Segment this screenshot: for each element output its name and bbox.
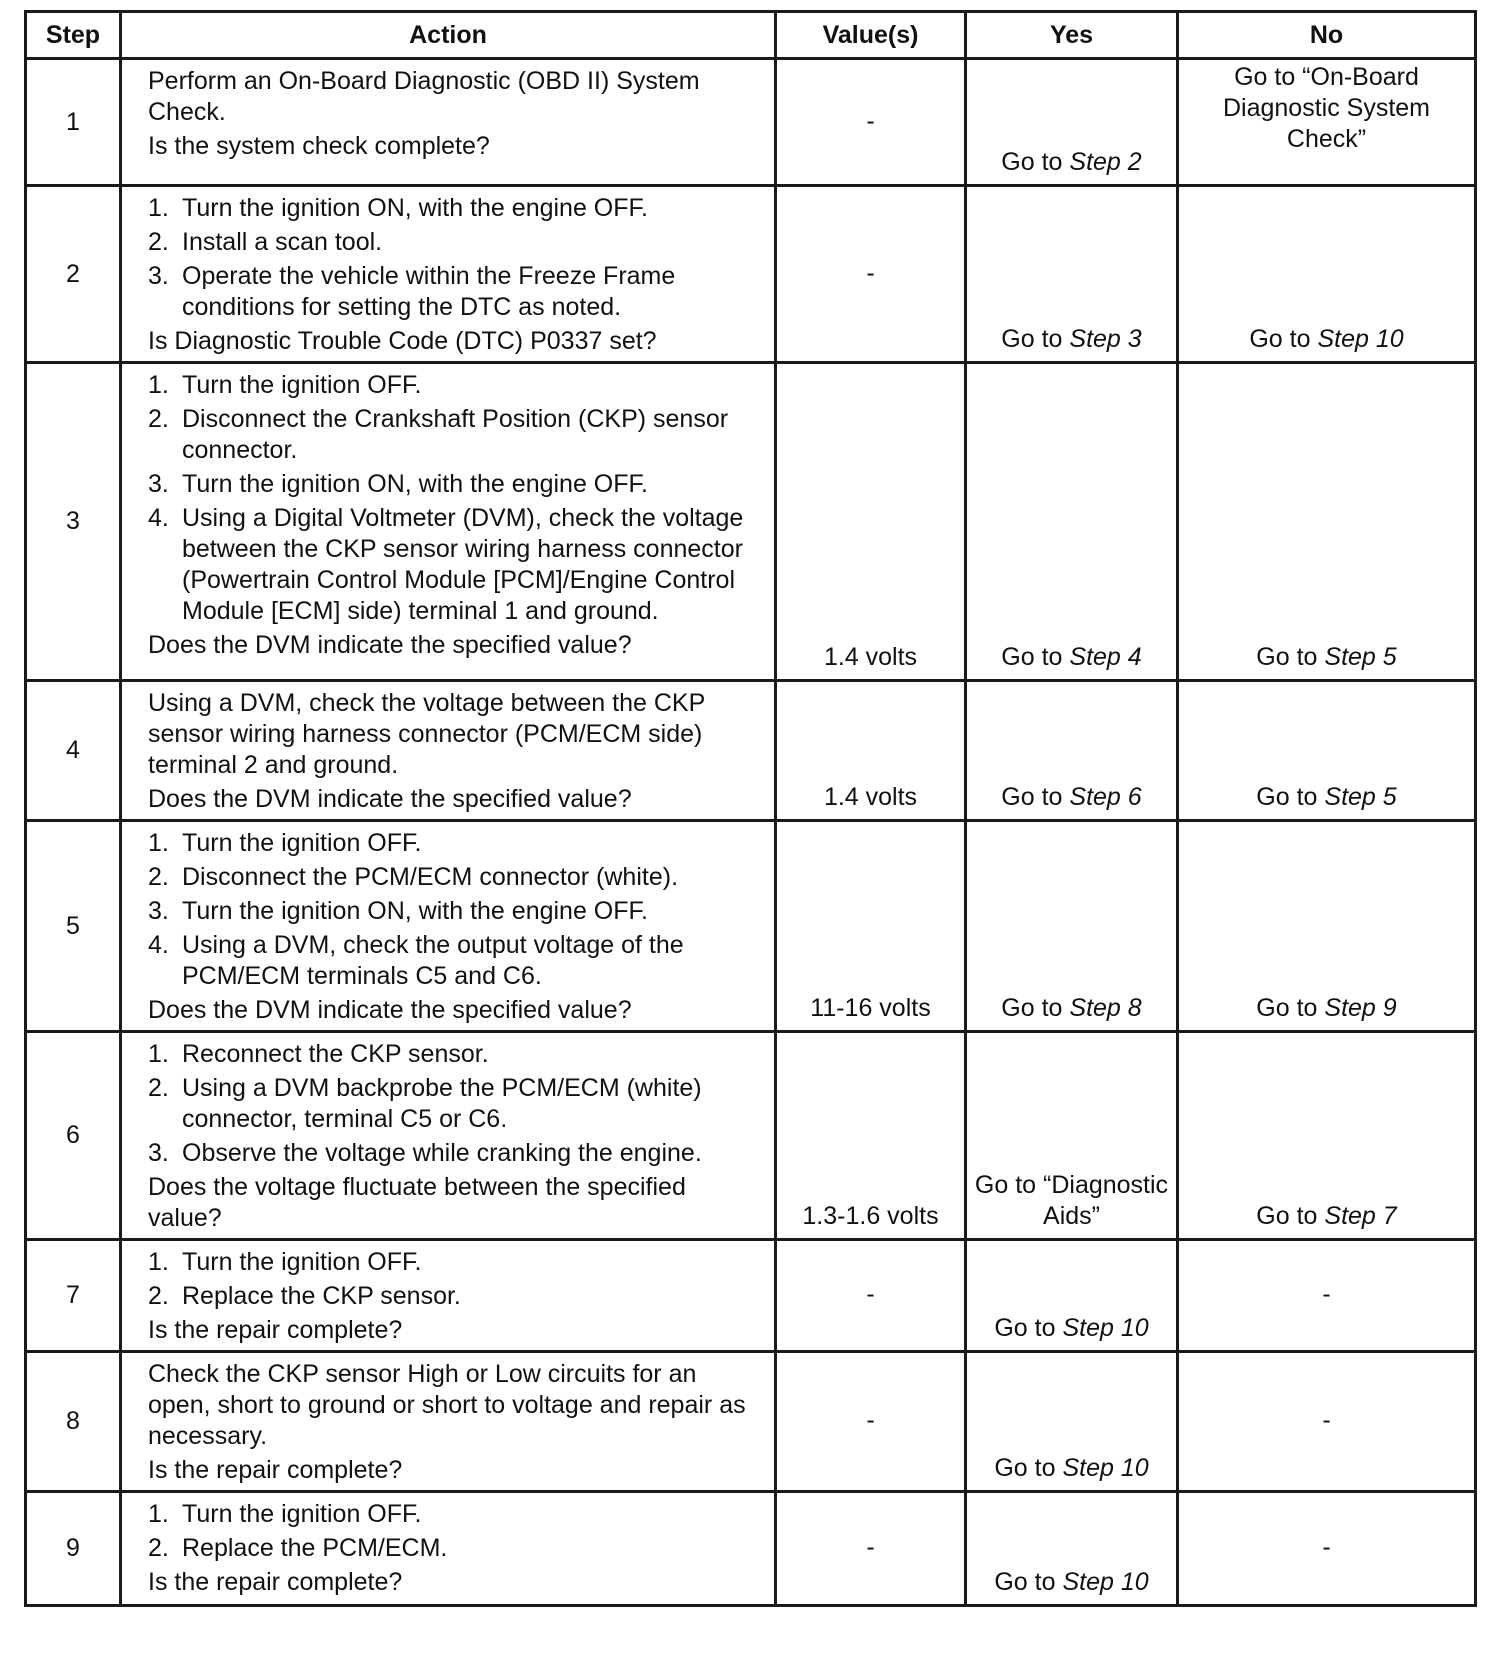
substep-number: 1.: [148, 1248, 169, 1276]
substep: [148, 896, 764, 927]
yes-cell: [966, 186, 1178, 363]
yes-goto-step: Step 10: [1062, 1568, 1149, 1596]
substep: [148, 1039, 764, 1070]
table-row: [26, 681, 1476, 821]
header-no: No: [1178, 12, 1476, 59]
table-row: [26, 1492, 1476, 1606]
header-values: Value(s): [776, 12, 966, 59]
substep-number: 2.: [148, 863, 169, 891]
action-cell: [121, 1352, 776, 1492]
no-goto-prefix: Go to: [1256, 643, 1318, 671]
yes-goto-step: Step 4: [1069, 643, 1142, 671]
step-number: 9: [26, 1492, 121, 1606]
action-text: Perform an On-Board Diagnostic (OBD II) System Check.: [148, 67, 700, 126]
substep-text: Reconnect the CKP sensor.: [182, 1040, 489, 1068]
no-goto-step: Step 7: [1324, 1202, 1397, 1230]
substep: [148, 1247, 764, 1278]
step-number: 8: [26, 1352, 121, 1492]
no-goto-prefix: Go to: [1256, 783, 1318, 811]
value-cell: 1.4 volts: [776, 363, 966, 681]
yes-goto-step: Step 6: [1069, 783, 1142, 811]
no-cell: -: [1178, 1240, 1476, 1352]
action-question: Is Diagnostic Trouble Code (DTC) P0337 set?: [148, 327, 657, 355]
substep-number: 2.: [148, 1534, 169, 1562]
header-step: Step: [26, 12, 121, 59]
substep-text: Turn the ignition ON, with the engine OFF.: [182, 470, 648, 498]
substep-text: Replace the PCM/ECM.: [182, 1534, 448, 1562]
substep: [148, 1281, 764, 1312]
action-question: Is the repair complete?: [148, 1568, 403, 1596]
yes-goto-step: Step 10: [1062, 1314, 1149, 1342]
action-cell: [121, 681, 776, 821]
no-goto-step: Step 9: [1324, 994, 1397, 1022]
substep-text: Disconnect the Crankshaft Position (CKP) sensor connector.: [182, 405, 729, 464]
substep-list: [148, 1247, 764, 1312]
substep-number: 3.: [148, 470, 169, 498]
substep: [148, 828, 764, 859]
substep-text: Using a DVM backprobe the PCM/ECM (white) connector, terminal C5 or C6.: [182, 1074, 702, 1133]
no-goto-step: Step 5: [1324, 783, 1397, 811]
table-row: [26, 821, 1476, 1032]
action-cell: [121, 1492, 776, 1606]
yes-goto-prefix: Go to: [1001, 643, 1063, 671]
substep-list: [148, 828, 764, 992]
header-action: Action: [121, 12, 776, 59]
diagnostic-table: [24, 10, 1477, 1607]
yes-cell: [966, 363, 1178, 681]
substep-text: Turn the ignition ON, with the engine OFF.: [182, 897, 648, 925]
value-cell: 1.4 volts: [776, 681, 966, 821]
action-question: Is the repair complete?: [148, 1316, 403, 1344]
substep: [148, 370, 764, 401]
table-header-row: [26, 12, 1476, 59]
table-row: [26, 186, 1476, 363]
yes-goto-prefix: Go to: [994, 1454, 1056, 1482]
substep: [148, 261, 764, 323]
yes-cell: [966, 1240, 1178, 1352]
substep: [148, 469, 764, 500]
no-goto-prefix: Go to: [1249, 325, 1311, 353]
step-number: 6: [26, 1032, 121, 1240]
value-cell: -: [776, 1492, 966, 1606]
yes-cell: [966, 821, 1178, 1032]
substep: [148, 862, 764, 893]
yes-goto-prefix: Go to: [994, 1314, 1056, 1342]
value-cell: -: [776, 59, 966, 186]
action-cell: [121, 1032, 776, 1240]
step-number: 1: [26, 59, 121, 186]
yes-cell: Go to “Diagnostic Aids”: [966, 1032, 1178, 1240]
substep-number: 3.: [148, 1139, 169, 1167]
substep-number: 2.: [148, 228, 169, 256]
substep-text: Using a Digital Voltmeter (DVM), check the voltage between the CKP sensor wiring harness connector (Powertrain Control Module [PCM]/Engine Control Module [ECM] side) terminal 1 and ground.: [182, 504, 744, 625]
no-cell: [1178, 1032, 1476, 1240]
no-cell: [1178, 821, 1476, 1032]
substep-list: [148, 1499, 764, 1564]
no-goto-prefix: Go to: [1256, 1202, 1318, 1230]
yes-goto-step: Step 10: [1062, 1454, 1149, 1482]
diagnostic-page: [24, 10, 1474, 1607]
yes-goto-step: Step 3: [1069, 325, 1142, 353]
value-cell: 1.3-1.6 volts: [776, 1032, 966, 1240]
substep: [148, 1499, 764, 1530]
no-cell: -: [1178, 1352, 1476, 1492]
substep: [148, 930, 764, 992]
substep-list: [148, 370, 764, 627]
yes-cell: [966, 1492, 1178, 1606]
no-goto-prefix: Go to: [1256, 994, 1318, 1022]
value-cell: 11-16 volts: [776, 821, 966, 1032]
no-cell: [1178, 363, 1476, 681]
no-goto-step: Step 5: [1324, 643, 1397, 671]
yes-goto-prefix: Go to: [1001, 325, 1063, 353]
no-cell: [1178, 681, 1476, 821]
header-yes: Yes: [966, 12, 1178, 59]
substep: [148, 193, 764, 224]
substep-number: 2.: [148, 405, 169, 433]
no-cell: [1178, 186, 1476, 363]
substep-list: [148, 1039, 764, 1169]
substep-text: Operate the vehicle within the Freeze Frame conditions for setting the DTC as noted.: [182, 262, 676, 321]
substep-number: 3.: [148, 897, 169, 925]
yes-goto-step: Step 8: [1069, 994, 1142, 1022]
yes-goto-step: Step 2: [1069, 148, 1142, 176]
value-cell: -: [776, 1240, 966, 1352]
substep: [148, 1073, 764, 1135]
action-text: Check the CKP sensor High or Low circuits for an open, short to ground or short to voltage and repair as necessary.: [148, 1360, 746, 1450]
substep-list: [148, 193, 764, 323]
action-cell: [121, 1240, 776, 1352]
table-row: [26, 59, 1476, 186]
action-cell: [121, 186, 776, 363]
substep-number: 4.: [148, 504, 169, 532]
substep: [148, 227, 764, 258]
no-cell: -: [1178, 1492, 1476, 1606]
yes-goto-prefix: Go to: [994, 1568, 1056, 1596]
action-text: Using a DVM, check the voltage between the CKP sensor wiring harness connector (PCM/ECM side) terminal 2 and ground.: [148, 689, 705, 779]
substep: [148, 503, 764, 627]
substep-number: 3.: [148, 262, 169, 290]
substep-text: Turn the ignition OFF.: [182, 829, 422, 857]
substep: [148, 404, 764, 466]
step-number: 3: [26, 363, 121, 681]
step-number: 2: [26, 186, 121, 363]
substep-text: Turn the ignition OFF.: [182, 1248, 422, 1276]
action-question: Does the DVM indicate the specified value?: [148, 785, 632, 813]
no-goto-step: Step 10: [1317, 325, 1404, 353]
substep: [148, 1533, 764, 1564]
action-question: Does the voltage fluctuate between the specified value?: [148, 1173, 686, 1232]
step-number: 4: [26, 681, 121, 821]
action-question: Does the DVM indicate the specified value?: [148, 996, 632, 1024]
table-row: [26, 1352, 1476, 1492]
action-question: Does the DVM indicate the specified value?: [148, 631, 632, 659]
action-cell: [121, 59, 776, 186]
yes-goto-prefix: Go to: [1001, 148, 1063, 176]
substep-text: Turn the ignition ON, with the engine OFF.: [182, 194, 648, 222]
substep: [148, 1138, 764, 1169]
substep-number: 1.: [148, 1040, 169, 1068]
table-row: [26, 1240, 1476, 1352]
table-row: [26, 1032, 1476, 1240]
substep-number: 4.: [148, 931, 169, 959]
substep-text: Turn the ignition OFF.: [182, 1500, 422, 1528]
substep-text: Using a DVM, check the output voltage of the PCM/ECM terminals C5 and C6.: [182, 931, 684, 990]
substep-text: Replace the CKP sensor.: [182, 1282, 461, 1310]
step-number: 7: [26, 1240, 121, 1352]
substep-number: 2.: [148, 1282, 169, 1310]
substep-text: Install a scan tool.: [182, 228, 383, 256]
no-cell: Go to “On-Board Diagnostic System Check”: [1178, 59, 1476, 186]
value-cell: -: [776, 186, 966, 363]
action-cell: [121, 363, 776, 681]
substep-number: 1.: [148, 1500, 169, 1528]
value-cell: -: [776, 1352, 966, 1492]
step-number: 5: [26, 821, 121, 1032]
table-row: [26, 363, 1476, 681]
substep-text: Observe the voltage while cranking the engine.: [182, 1139, 702, 1167]
substep-text: Disconnect the PCM/ECM connector (white).: [182, 863, 679, 891]
substep-text: Turn the ignition OFF.: [182, 371, 422, 399]
substep-number: 1.: [148, 371, 169, 399]
action-cell: [121, 821, 776, 1032]
yes-cell: [966, 681, 1178, 821]
substep-number: 2.: [148, 1074, 169, 1102]
yes-goto-prefix: Go to: [1001, 783, 1063, 811]
substep-number: 1.: [148, 194, 169, 222]
action-question: Is the repair complete?: [148, 1456, 403, 1484]
yes-goto-prefix: Go to: [1001, 994, 1063, 1022]
yes-cell: [966, 1352, 1178, 1492]
yes-cell: [966, 59, 1178, 186]
substep-number: 1.: [148, 829, 169, 857]
action-question: Is the system check complete?: [148, 132, 490, 160]
